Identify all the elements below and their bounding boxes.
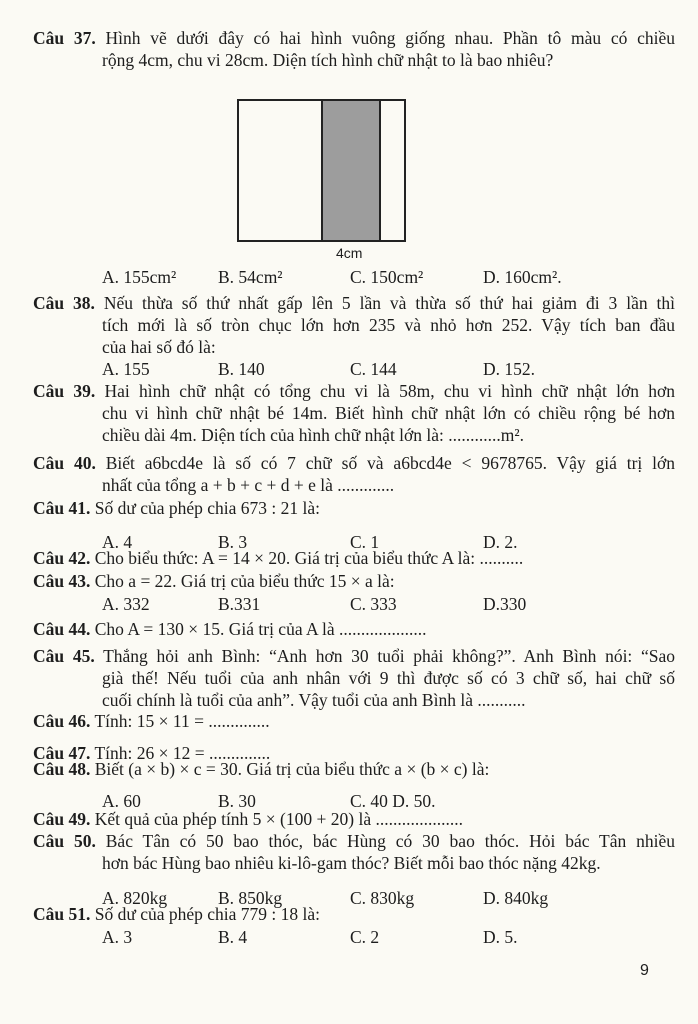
question-text: Số dư của phép chia 779 : 18 là: [94,904,321,924]
question-label: Câu 45. [33,646,95,666]
question-label: Câu 48. [33,759,91,779]
answer-option: D.330 [483,594,527,614]
answer-option: A. 60 [102,791,141,811]
question-text: hơn bác Hùng bao nhiêu ki-lô-gam thóc? Biết mỗi bao thóc nặng 42kg. [102,853,601,873]
question-line [33,424,675,446]
shaded-strip [321,101,381,240]
question-text: Hình vẽ dưới đây có hai hình vuông giống nhau. Phần tô màu có chiều [105,28,675,48]
question-text: của hai số đó là: [102,337,216,357]
question-line [33,645,675,667]
question-line [33,452,675,474]
question-text: rộng 4cm, chu vi 28cm. Diện tích hình chữ nhật to là bao nhiêu? [102,50,554,70]
question-line [33,380,675,402]
question-40 [33,452,675,496]
question-line [33,618,675,640]
question-line [33,292,675,314]
question-label: Câu 50. [33,831,96,851]
question-label: Câu 39. [33,381,96,401]
answer-option: B. 3 [218,532,248,552]
question-line [33,903,675,925]
answer-option: C. 333 [350,594,397,614]
question-label: Câu 49. [33,809,91,829]
question-line [33,758,675,780]
question-label: Câu 43. [33,571,91,591]
two-squares-figure [237,99,406,242]
answer-options [33,358,675,380]
answer-options [33,593,675,615]
question-48 [33,758,675,811]
question-50 [33,830,675,908]
question-line [33,474,675,496]
question-line [33,314,675,336]
question-label: Câu 51. [33,904,91,924]
question-line [33,497,675,519]
question-line [33,27,675,49]
answer-option: A. 820kg [102,888,168,908]
question-text: Bác Tân có 50 bao thóc, bác Hùng có 30 bao thóc. Hỏi bác Tân nhiều [105,831,675,851]
question-44 [33,618,675,640]
answer-options [33,926,675,948]
question-text: Số dư của phép chia 673 : 21 là: [94,498,321,518]
question-label: Câu 38. [33,293,95,313]
answer-option: B. 4 [218,927,248,947]
page-number: 9 [640,962,649,979]
answer-option: D. 5. [483,927,518,947]
answer-option: A. 155 [102,359,150,379]
question-43 [33,570,675,614]
question-49 [33,808,675,830]
answer-option: C. 2 [350,927,380,947]
question-line [33,808,675,830]
answer-option: C. 1 [350,532,380,552]
question-label: Câu 40. [33,453,96,473]
question-text: Biết a6bcd4e là số có 7 chữ số và a6bcd4e < 9678765. Vậy giá trị lớn [105,453,675,473]
question-line [33,830,675,852]
answer-option: A. 4 [102,532,133,552]
question-text: Kết quả của phép tính 5 × (100 + 20) là .................... [94,809,463,829]
answer-option: B.331 [218,594,261,614]
question-text: Cho biểu thức: A = 14 × 20. Giá trị của biểu thức A là: .......... [94,548,524,568]
answer-option: A. 3 [102,927,133,947]
answer-option: C. 144 [350,359,397,379]
question-label: Câu 46. [33,711,91,731]
answer-option: C. 150cm² [350,267,424,287]
question-line [33,852,675,874]
answer-option: B. 140 [218,359,265,379]
question-41 [33,497,675,552]
question-line [33,667,675,689]
question-42 [33,547,675,569]
question-line [33,402,675,424]
figure-width-label: 4cm [336,245,363,261]
answer-option: B. 54cm² [218,267,283,287]
answer-option: D. 2. [483,532,518,552]
question-text: Hai hình chữ nhật có tổng chu vi là 58m, chu vi hình chữ nhật lớn hơn [104,381,675,401]
question-line [33,547,675,569]
question-text: Cho a = 22. Giá trị của biểu thức 15 × a là: [94,571,395,591]
question-46 [33,710,675,732]
question-line [33,710,675,732]
question-label: Câu 47. [33,743,91,763]
answer-option: A. 155cm² [102,267,177,287]
answer-option: D. 152. [483,359,536,379]
question-text: Tính: 26 × 12 = .............. [94,743,271,763]
question-label: Câu 44. [33,619,91,639]
answer-option: D. 840kg [483,888,549,908]
question-line [33,49,675,71]
answer-option: A. 332 [102,594,150,614]
question-label: Câu 41. [33,498,91,518]
question-text: Nếu thừa số thứ nhất gấp lên 5 lần và thừa số thứ hai giảm đi 3 lần thì [103,293,675,313]
question-text: Cho A = 130 × 15. Giá trị của A là .................... [94,619,427,639]
question-text: tích mới là số tròn chục lớn hơn 235 và nhỏ hơn 252. Vậy tích ban đầu [102,315,675,335]
answer-option: B. 850kg [218,888,283,908]
answer-option: C. 830kg [350,888,415,908]
question-line [33,336,675,358]
question-text: chu vi hình chữ nhật bé 14m. Biết hình chữ nhật lớn có chiều rộng bé hơn [102,403,675,423]
question-text: Tính: 15 × 11 = .............. [94,711,270,731]
question-text: Biết (a × b) × c = 30. Giá trị của biểu thức a × (b × c) là: [94,759,490,779]
question-line [33,570,675,592]
answer-option: D. 160cm². [483,267,562,287]
question-37 [33,27,675,287]
question-38 [33,292,675,379]
question-text: nhất của tổng a + b + c + d + e là ............. [102,475,395,495]
question-label: Câu 42. [33,548,91,568]
answer-option: C. 40 D. 50. [350,791,436,811]
question-51 [33,903,675,947]
question-39 [33,380,675,446]
question-text: chiều dài 4m. Diện tích của hình chữ nhật lớn là: ............m². [102,425,525,445]
question-text: cuối chính là tuổi của anh”. Vậy tuổi của anh Bình là ........... [102,690,526,710]
question-label: Câu 37. [33,28,96,48]
question-text: già thế! Nếu tuổi của anh nhân với 9 thì được số có 3 chữ số, hai chữ số [102,668,675,688]
answer-options [33,266,675,288]
question-line [33,689,675,711]
question-45 [33,645,675,711]
question-text: Thắng hỏi anh Bình: “Anh hơn 30 tuổi phải không?”. Anh Bình nói: “Sao [103,646,675,666]
answer-option: B. 30 [218,791,256,811]
